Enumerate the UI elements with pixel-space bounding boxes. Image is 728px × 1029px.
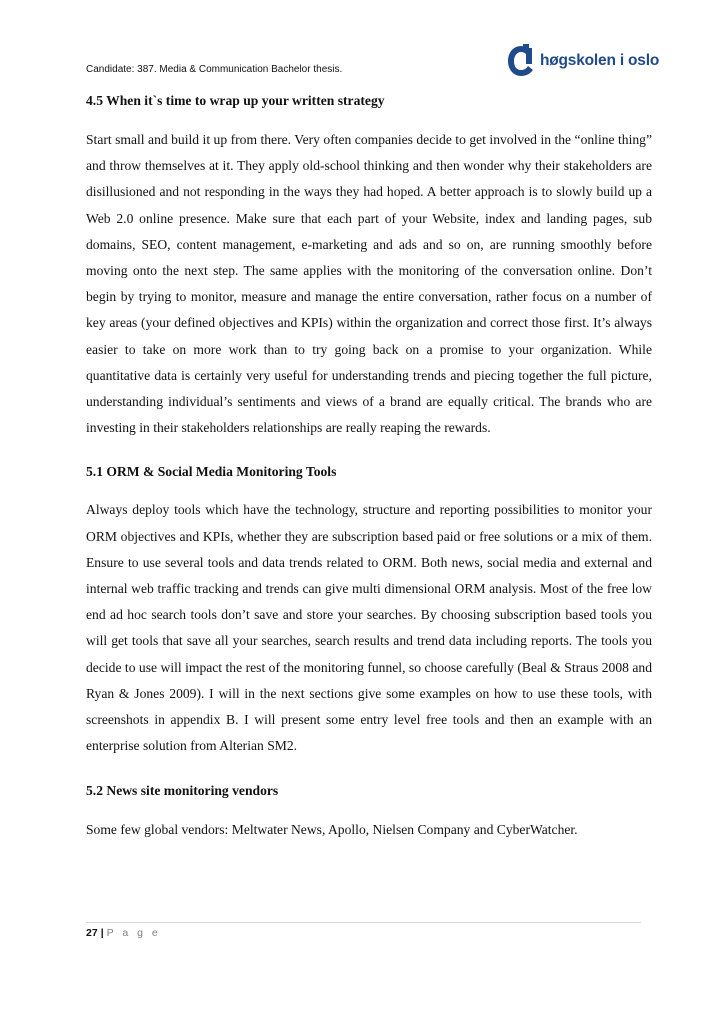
- section-heading: 4.5 When it`s time to wrap up your written strategy: [86, 93, 385, 108]
- section-heading: 5.1 ORM & Social Media Monitoring Tools: [86, 464, 337, 480]
- section-paragraph: Some few global vendors: Meltwater News, Apollo, Nielsen Company and CyberWatcher.: [86, 822, 578, 838]
- page-label: P a g e: [106, 927, 161, 939]
- logo-mark-icon: [506, 44, 536, 78]
- section-heading: 5.2 News site monitoring vendors: [86, 783, 279, 799]
- section-paragraph: Start small and build it up from there. Very often companies decide to get involved in the “online thing” and throw themselves at it. They apply old-school thinking and then wonder why their stakeholders are disillusioned and not responding in the ways they had hoped. A better approach is to slowly build up a Web 2.0 online presence. Make sure that each part of your Website, index and landing pages, sub domains, SEO, content management, e-marketing and ads and so on, are running smoothly before moving onto the next step. The same applies with the monitoring of the conversation online. Don’t begin by trying to monitor, measure and manage the entire conversation, rather focus on a number of key areas (your defined objectives and KPIs) within the organization and correct those first. It’s always easier to take on more work than to try going back on a promise to your organization. While quantitative data is certainly very useful for understanding trends and piecing together the full picture, understanding individual’s sentiments and views of a brand are equally critical. The brands who are investing in their stakeholders relationships are really reaping the rewards.: [86, 132, 652, 436]
- page-footer: [86, 927, 161, 939]
- footer-divider: [86, 922, 641, 923]
- section-paragraph: Always deploy tools which have the technology, structure and reporting possibilities to monitor your ORM objectives and KPIs, whether they are subscription based paid or free solutions or a mix of them. Ensure to use several tools and data trends related to ORM. Both news, social media and external and internal web traffic tracking and trends can give multi dimensional ORM analysis. Most of the free low end ad hoc search tools don’t save and store your searches. By choosing subscription based tools you will get tools that save all your searches, search results and trend data including reports. The tools you decide to use will impact the rest of the monitoring funnel, so choose carefully (Beal & Straus 2008 and Ryan & Jones 2009). I will in the next sections give some examples on how to use these tools, with screenshots in appendix B. I will present some entry level free tools and then an example with an enterprise solution from Alterian SM2.: [86, 502, 652, 754]
- page-number: 27: [86, 927, 98, 939]
- logo-text: høgskolen i oslo: [540, 52, 660, 69]
- footer-separator: |: [100, 927, 104, 939]
- document-header: Candidate: 387. Media & Communication Bachelor thesis.: [86, 64, 343, 75]
- document-body: [86, 90, 652, 844]
- school-logo: [506, 42, 659, 80]
